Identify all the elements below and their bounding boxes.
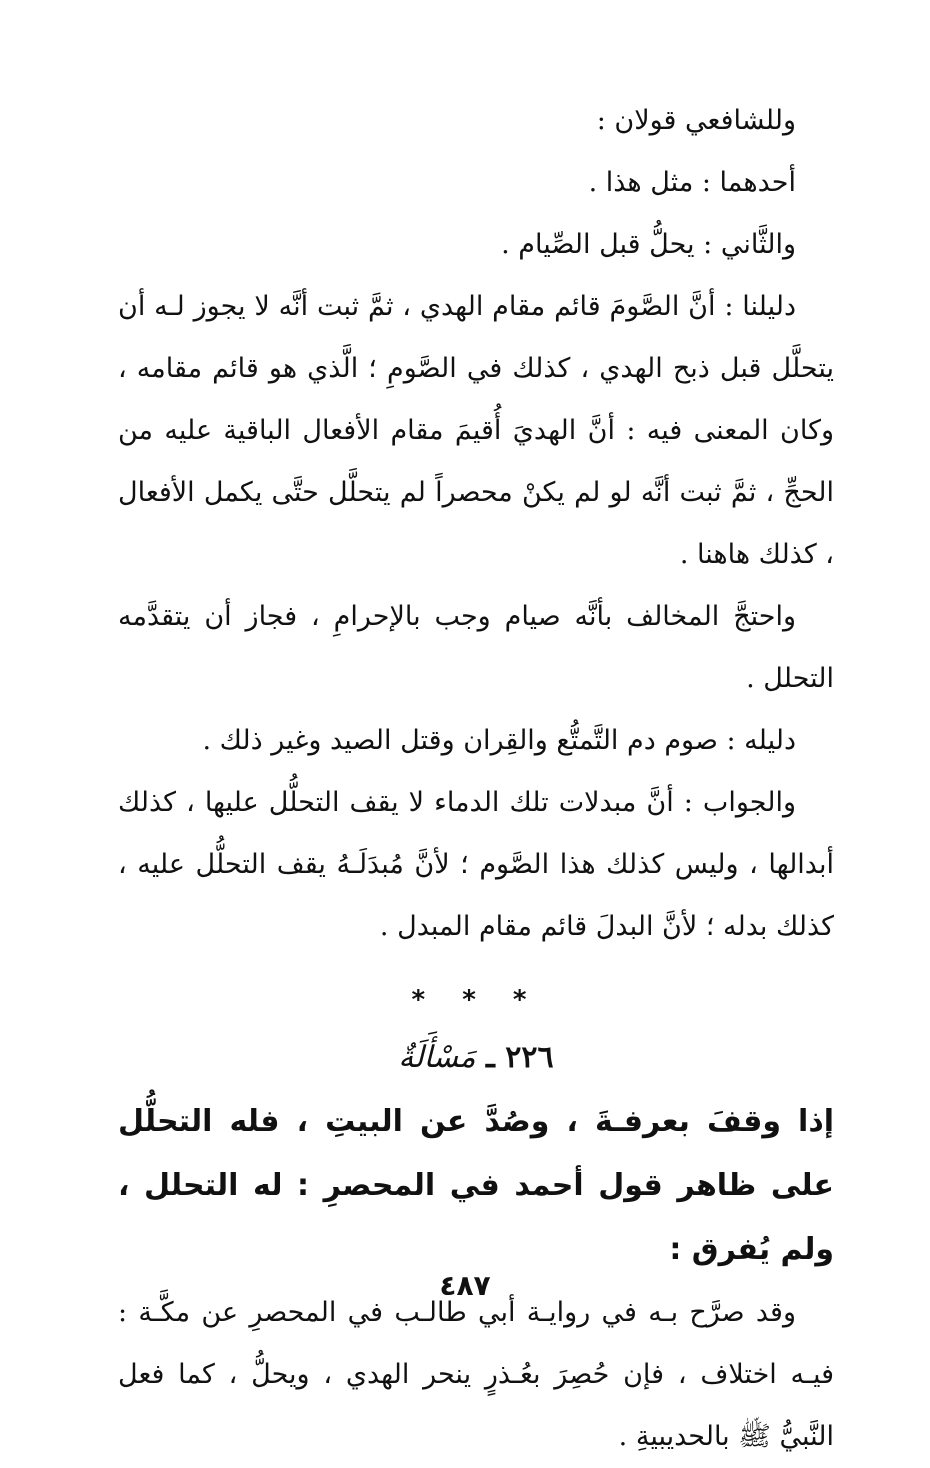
- text-line-2: أحدهما : مثل هذا .: [588, 167, 796, 198]
- paragraph-opponent-evidence: دليله : صوم دم التَّمتُّع والقِران وقتل الصيد وغير ذلك .: [202, 725, 796, 756]
- page-body: [118, 90, 834, 1468]
- text-line-1: وللشافعي قولان :: [596, 105, 796, 136]
- page-number: ٤٨٧: [439, 1269, 491, 1302]
- masala-number: ٢٢٦ ـ: [486, 1040, 554, 1075]
- paragraph-narration: وقد صرَّح بـه في روايـة أبي طالـب في المحصرِ عن مكَّـة : فيـه اختلاف ، فإن حُصِرَ بعُـذرٍ ينحر الهدي ، ويحلُّ ، كما فعل النَّبيُّ ﷺ بالحديبيةِ .: [118, 1297, 834, 1452]
- paragraph-answer: والجواب : أنَّ مبدلات تلك الدماء لا يقف التحلُّل عليها ، كذلك أبدالها ، وليس كذلك هذا الصَّوم ؛ لأنَّ مُبدَلَـهُ يقف التحلُّل عليه ، كذلك بدله ؛ لأنَّ البدلَ قائم مقام المبدل .: [118, 787, 834, 942]
- paragraph-opponent-argument: واحتجَّ المخالف بأنَّه صيام وجب بالإحرامِ ، فجاز أن يتقدَّمه التحلل .: [118, 601, 834, 694]
- section-separator: * * *: [411, 985, 541, 1015]
- masala-word: مَسْأَلَةٌ: [398, 1040, 476, 1075]
- masala-heading: [118, 1030, 834, 1086]
- paragraph-evidence: دليلنا : أنَّ الصَّومَ قائم مقام الهدي ، ثمَّ ثبت أنَّه لا يجوز لـه أن يتحلَّل قبل ذبح الهدي ، كذلك في الصَّومِ ؛ الَّذي هو قائم مقامه ، وكان المعنى فيه : أنَّ الهديَ أُقيمَ مقام الأفعال الباقية عليه من الحجِّ ، ثمَّ ثبت أنَّه لو لم يكنْ محصراً لم يتحلَّل حتَّى يكمل الأفعال ، كذلك هاهنا .: [118, 291, 834, 570]
- masala-statement: إذا وقفَ بعرفـةَ ، وصُدَّ عن البيتِ ، فله التحلُّل على ظاهر قول أحمد في المحصرِ : له التحلل ، ولم يُفرق :: [118, 1104, 834, 1267]
- text-line-3: والثَّاني : يحلُّ قبل الصِّيام .: [501, 229, 796, 260]
